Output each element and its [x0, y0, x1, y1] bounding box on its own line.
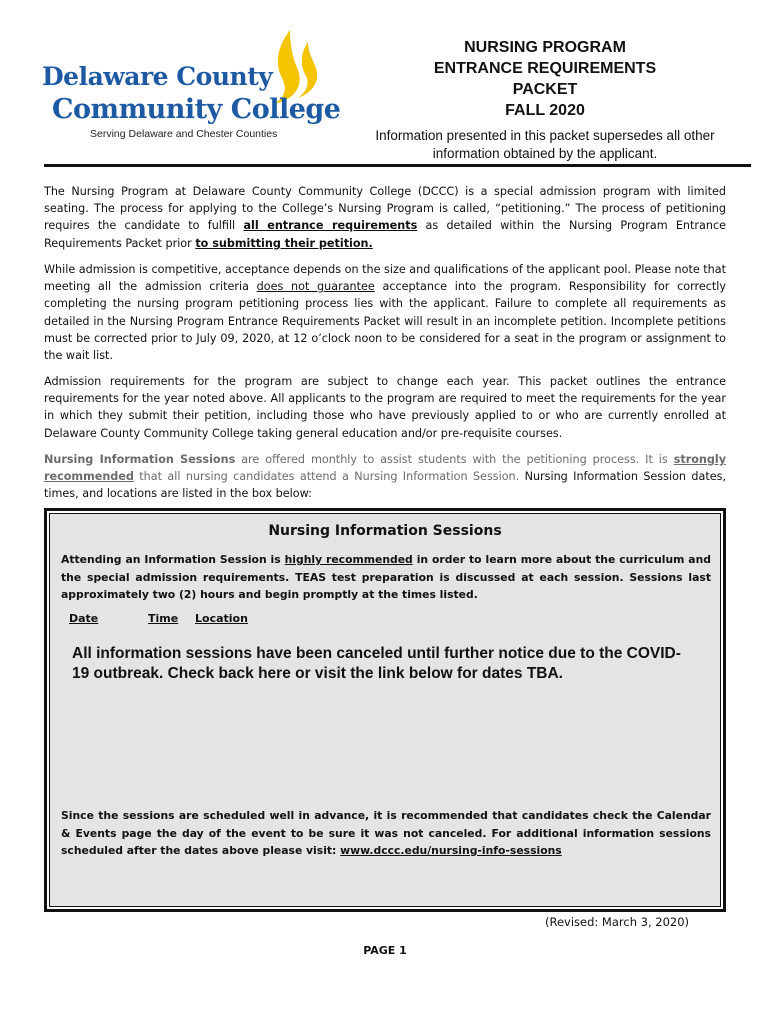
- p4-text-b: are offered monthly to assist students with the petitioning process. It is: [235, 453, 674, 466]
- canceled-notice: All information sessions have been canceled until further notice due to the COVID-19 outbreak. Check back here or visit the link below for dates TBA.: [72, 645, 681, 682]
- p2-text-a: While admission is competitive, acceptance depends on the size and qualifications of the applicant pool. Please note that meeting all the admission criteria: [44, 263, 726, 294]
- p2-emphasis-not-guarantee: does not guarantee: [256, 280, 375, 294]
- paragraph-admission: [44, 261, 726, 364]
- footer-text: Since the sessions are scheduled well in advance, it is recommended that candidates check the Calendar & Events page the day of the event to be sure it was not canceled. For additional information sessions scheduled after the dates above please visit:: [61, 809, 711, 857]
- p4-strongly-recommended: strongly recommended: [44, 453, 726, 484]
- document-title: [370, 37, 720, 163]
- paragraph-petitioning: [44, 183, 726, 252]
- intro-text-a: Attending an Information Session is: [61, 553, 285, 566]
- logo-line-1: Delaware County: [42, 62, 273, 91]
- p3-text: Admission requirements for the program are subject to change each year. This packet outlines the entrance requirements for the year noted above. All applicants to the program are required to meet the requirements for the year in which they submit their petition, including those who have previously applied to or who are currently enrolled at Delaware County Community College taking general education and/or pre-requisite courses.: [44, 375, 726, 440]
- p1-text-a: The Nursing Program at Delaware County Community College (DCCC) is a special admission program with limited seating. The process for applying to the College’s Nursing Program is called, “petitioning.” The process of petitioning requires the candidate to fulfill: [44, 185, 726, 233]
- p4-sessions-label: Nursing Information Sessions: [44, 453, 236, 466]
- title-line-1: NURSING PROGRAM: [464, 39, 626, 56]
- revised-date: (Revised: March 3, 2020): [545, 915, 690, 929]
- info-sessions-box: [44, 508, 726, 912]
- intro-highly-recommended: highly recommended: [284, 553, 413, 566]
- info-box-intro: [61, 551, 711, 604]
- info-box-title: Nursing Information Sessions: [268, 523, 502, 539]
- p1-emphasis-requirements: all entrance requirements: [243, 219, 418, 233]
- column-date: Date: [69, 612, 99, 625]
- page-number: PAGE 1: [363, 944, 407, 957]
- info-box-footer: [61, 807, 711, 860]
- intro-text-c: in order to learn more about the curriculum and the special admission requirements. TEAS test preparation is discussed at each session. Sessions last approximately two (2) hours and begin promptly at the times listed.: [61, 553, 711, 601]
- p4-text-e: Nursing Information Session dates, times, and locations are listed in the box below:: [44, 470, 726, 501]
- college-logo: [38, 28, 341, 143]
- title-line-2: ENTRANCE REQUIREMENTS: [433, 60, 657, 77]
- column-time: Time: [148, 612, 179, 625]
- logo-line-2: Community College: [52, 94, 341, 125]
- logo-subtitle: Serving Delaware and Chester Counties: [90, 128, 278, 140]
- info-sessions-link[interactable]: www.dccc.edu/nursing-info-sessions: [340, 844, 562, 857]
- p1-text-c: as detailed within the Nursing Program Entrance Requirements Packet prior: [44, 219, 726, 250]
- column-location: Location: [195, 612, 248, 625]
- title-line-3: PACKET: [512, 81, 578, 98]
- header-divider: [44, 164, 751, 167]
- supersede-note: Information presented in this packet supersedes all other information obtained by the applicant.: [375, 128, 715, 161]
- paragraph-info-sessions: [44, 451, 726, 503]
- title-line-4: FALL 2020: [505, 102, 585, 119]
- p1-emphasis-submitting: to submitting their petition.: [195, 236, 373, 250]
- p2-text-c: acceptance into the program. Responsibility for correctly completing the nursing program petitioning process lies with the applicant. Failure to complete all requirements as detailed in the Nursing Program Entrance Requirements Packet will result in an incomplete petition. Incomplete petitions must be corrected prior to July 09, 2020, at 12 o’clock noon to be considered for a seat in the program or assignment to the wait list.: [44, 280, 726, 363]
- p4-text-d: that all nursing candidates attend a Nursing Information Session.: [133, 470, 525, 484]
- paragraph-requirements-change: [44, 373, 726, 442]
